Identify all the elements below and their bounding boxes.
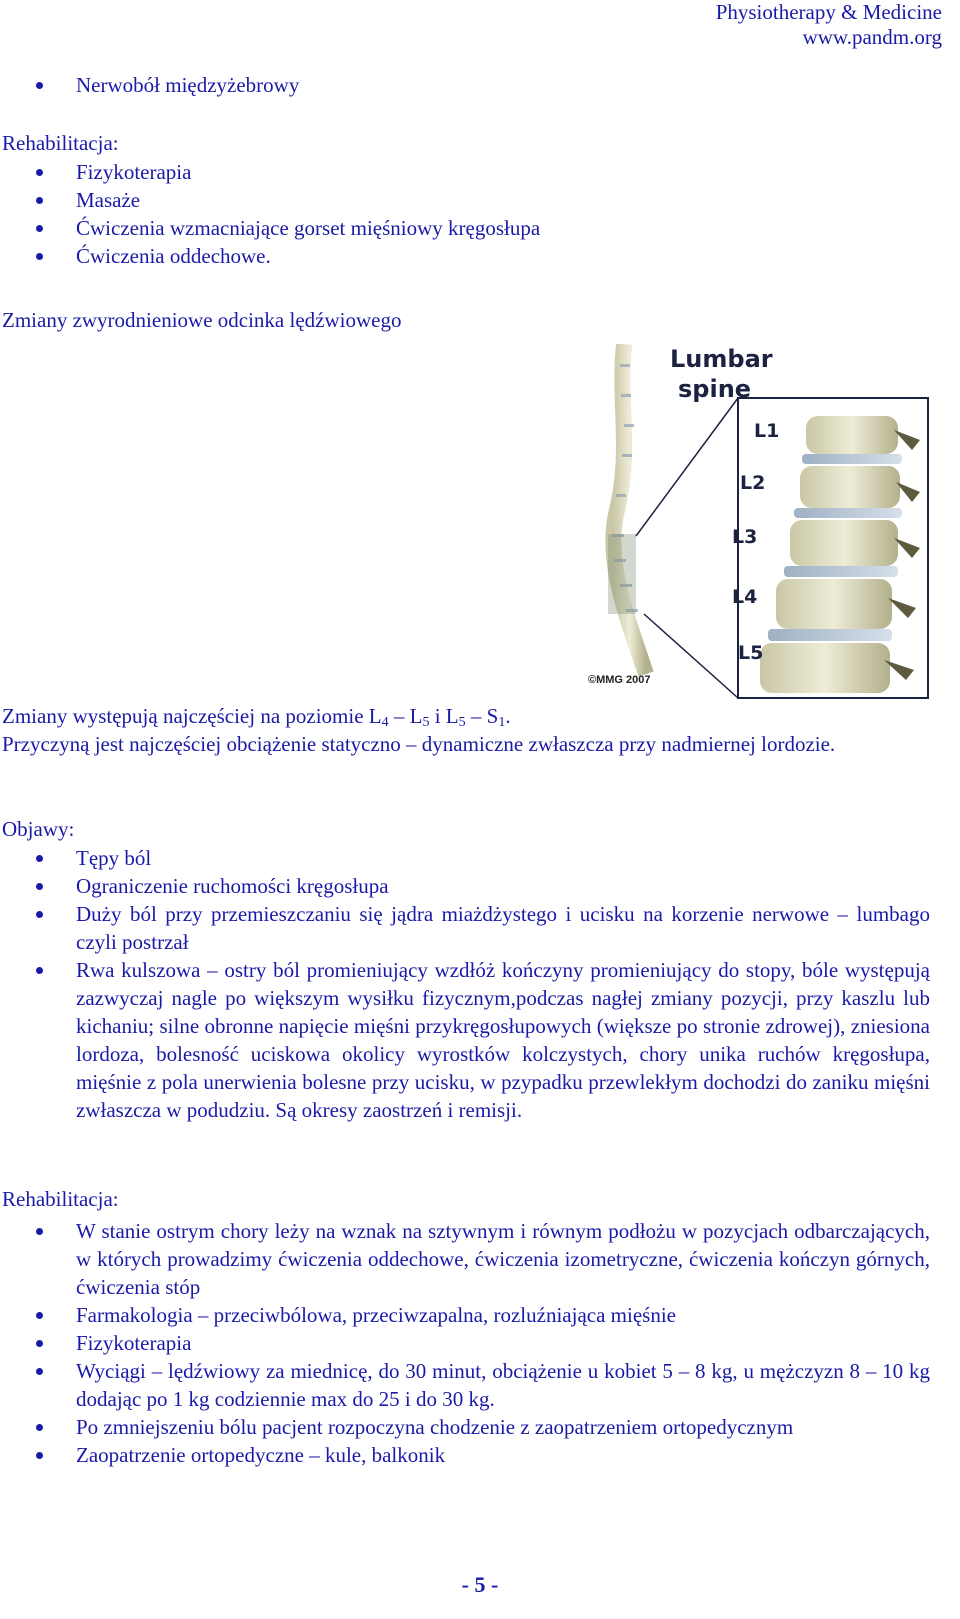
intro-text: Zmiany występują najczęściej na poziomie L	[2, 704, 382, 728]
symptoms-heading: Objawy:	[2, 817, 75, 841]
list-item: W stanie ostrym chory leży na wznak na sztywnym i równym podłożu w pozycjach odbarczających, w których prowadzimy ćwiczenia oddechowe, ćwiczenia izometryczne, ćwiczenia kończyn górnych, ćwiczenia stóp	[0, 1217, 930, 1301]
rehab-list-2	[0, 1217, 930, 1469]
list-item: Masaże	[0, 186, 958, 214]
section-title: Zmiany zwyrodnieniowe odcinka lędźwiowego	[2, 308, 402, 332]
figure-title-line: spine	[678, 375, 752, 403]
intro-text: i L	[429, 704, 459, 728]
intro-paragraph	[2, 702, 958, 758]
list-item: Ćwiczenia wzmacniające gorset mięśniowy kręgosłupa	[0, 214, 958, 242]
figure-copyright: ©MMG 2007	[588, 674, 651, 686]
vertebra-label-l4: L4	[732, 586, 758, 608]
page-number: - 5 -	[461, 1572, 499, 1597]
intro-text: – S	[465, 704, 499, 728]
vertebra-label-l5: L5	[738, 642, 764, 664]
intro-text: .	[505, 704, 511, 728]
vertebra-label-l3: L3	[732, 526, 758, 548]
list-item: Duży ból przy przemieszczaniu się jądra miażdżystego i ucisku na korzenie nerwowe – lumbago czyli postrzał	[0, 900, 930, 956]
intro-text: – L	[388, 704, 423, 728]
figure-title	[670, 344, 773, 404]
list-item: Zaopatrzenie ortopedyczne – kule, balkonik	[0, 1441, 930, 1469]
list-item: Ograniczenie ruchomości kręgosłupa	[0, 872, 930, 900]
list-conditions	[0, 71, 958, 99]
rehab-heading-1: Rehabilitacja:	[2, 131, 119, 155]
list-item: Po zmniejszeniu bólu pacjent rozpoczyna chodzenie z zaopatrzeniem ortopedycznym	[0, 1413, 930, 1441]
intro-line-1	[2, 702, 958, 730]
list-item: Rwa kulszowa – ostry ból promieniujący wzdłóż kończyny promieniujący do stopy, bóle występują zazwyczaj nagle po większym wysiłku fizycznym,podczas nagłej zmiany pozycji, przy kaszlu lub kichaniu; silne obronne napięcie mięśni przykręgosłupowych (większe po stronie zdrowej), zniesiona lordoza, bolesność uciskowa okolicy wyrostków kolczystych, chory unika ruchów kręgosłupa, mięśnie z pola unerwienia bolesne przy ucisku, w pzypadku przewlekłym dochodzi do zaniku mięśni zwłaszcza w podudziu. Są okresy zaostrzeń i remisji.	[0, 956, 930, 1124]
header-url: www.pandm.org	[802, 25, 942, 49]
vertebra-label-l2: L2	[740, 472, 766, 494]
vertebra-label-l1: L1	[754, 420, 780, 442]
list-item: Farmakologia – przeciwbólowa, przeciwzapalna, rozluźniająca mięśnie	[0, 1301, 930, 1329]
figure-title-line: Lumbar	[670, 345, 773, 373]
subscript: 5	[458, 715, 466, 730]
list-item: Nerwobół międzyżebrowy	[0, 71, 958, 99]
lumbar-spine-figure	[588, 344, 930, 714]
list-item: Tępy ból	[0, 844, 930, 872]
header-title: Physiotherapy & Medicine	[715, 0, 942, 24]
intro-line-2: Przyczyną jest najczęściej obciążenie statyczno – dynamiczne zwłaszcza przy nadmiernej lordozie.	[2, 732, 836, 756]
list-item: Ćwiczenia oddechowe.	[0, 242, 958, 270]
list-item: Fizykoterapia	[0, 158, 958, 186]
symptoms-list	[0, 844, 930, 1124]
page-header	[716, 0, 942, 50]
list-item: Wyciągi – lędźwiowy za miednicę, do 30 minut, obciążenie u kobiet 5 – 8 kg, u mężczyzn 8 – 10 kg dodając po 1 kg codziennie max do 25 i do 30 kg.	[0, 1357, 930, 1413]
rehab-list-1	[0, 158, 958, 270]
subscript: 1	[498, 715, 506, 730]
subscript: 5	[422, 715, 430, 730]
subscript: 4	[381, 715, 389, 730]
rehab-heading-2: Rehabilitacja:	[2, 1187, 119, 1211]
list-item: Fizykoterapia	[0, 1329, 930, 1357]
